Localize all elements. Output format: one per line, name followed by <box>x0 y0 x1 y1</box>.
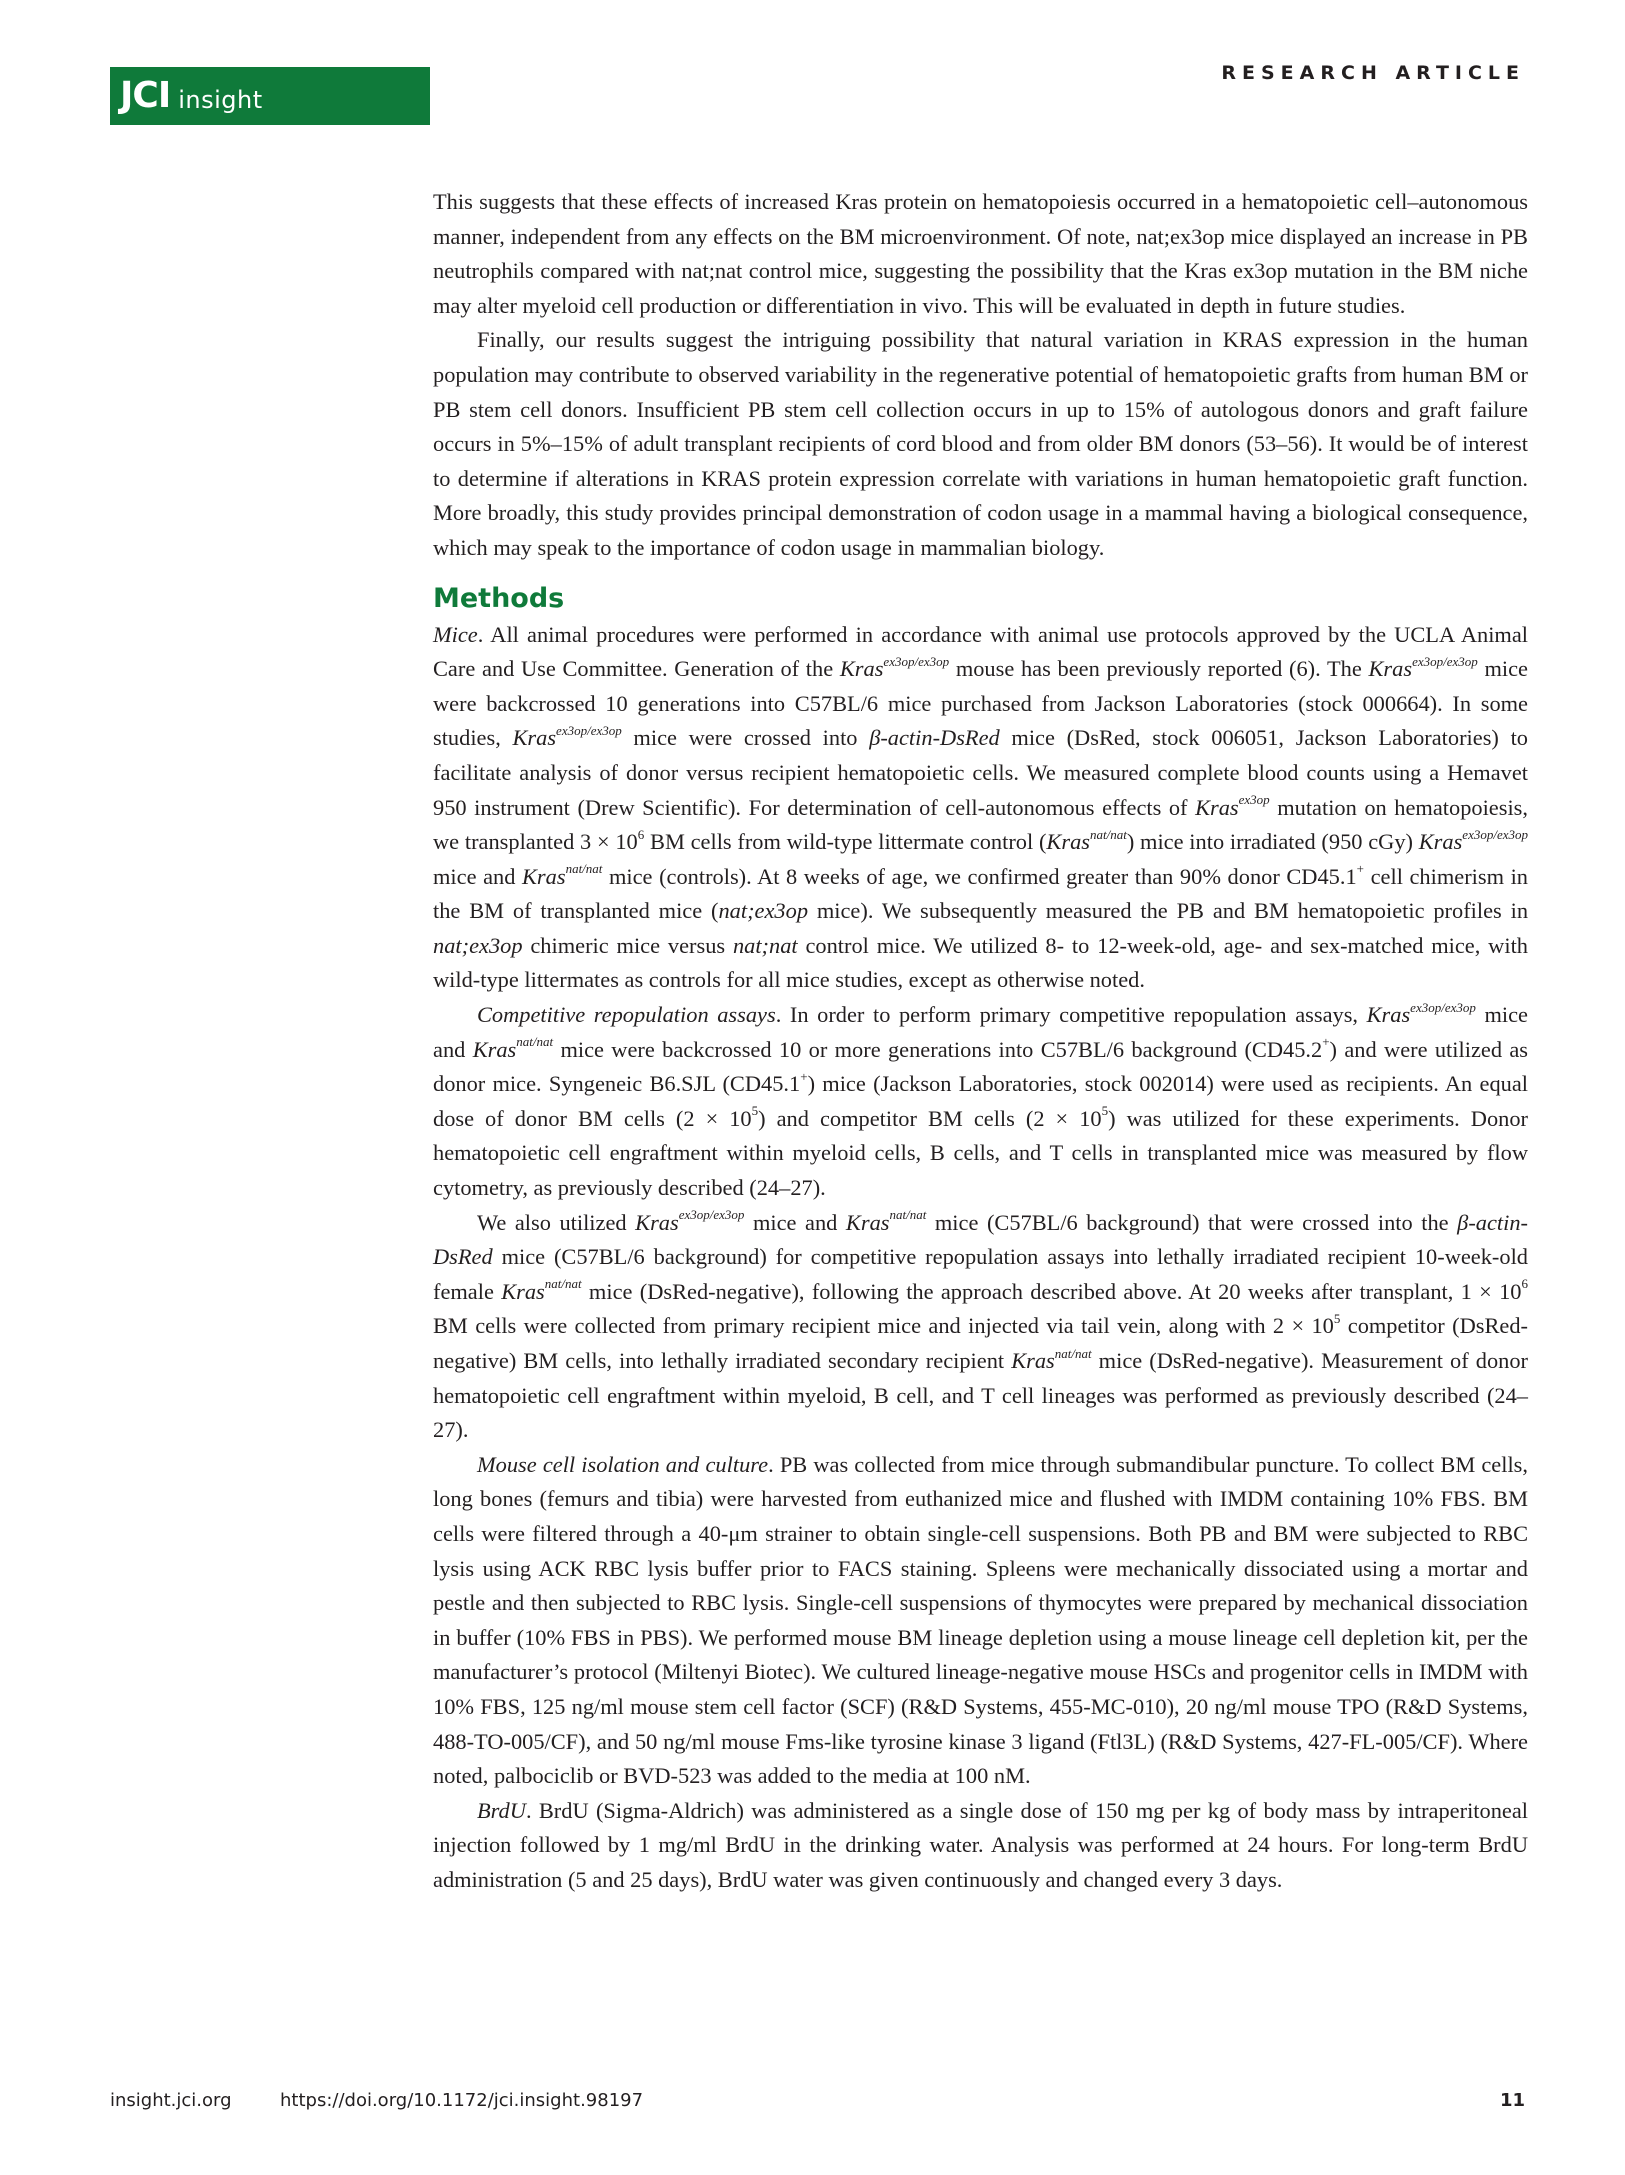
brdu-paragraph: BrdU. BrdU (Sigma-Aldrich) was administered as a single dose of 150 mg per kg of body mass by intraperitoneal injection followed by 1 mg/ml BrdU in the drinking water. Analysis was performed at 24 hours. For long-term BrdU administration (5 and 25 days), BrdU water was given continuously and changed every 3 days. <box>433 1797 1528 1892</box>
logo-insight-text: insight <box>178 86 263 114</box>
footer-site-link[interactable]: insight.jci.org <box>110 2090 232 2111</box>
run-in-heading: BrdU <box>477 1797 526 1823</box>
methods-heading: Methods <box>433 582 565 614</box>
secondary-transplant-paragraph: We also utilized Kras$^{ex3op/ex3op}$ mice and Kras$^{nat/nat}$ mice (C57BL/6 background) that were crossed into the β-actin-DsRed mice (C57BL/6 background) for competitive repopulation assays into lethally irradiated recipient 10-week-old female Kras$^{nat/nat}$ mice (DsRed-negative), following the approach described above. At 20 weeks after transplant, $1 \times 10^6$ BM cells were collected from primary recipient mice and injected via tail vein, along with $2 \times 10^5$ competitor (DsRed-negative) BM cells, into lethally irradiated secondary recipient Kras$^{nat/nat}$ mice (DsRed-negative). Measurement of donor hematopoietic cell engraftment within myeloid, B cell, and T cell lineages was performed as previously described (24–27). <box>433 1207 1529 1443</box>
finally-paragraph: Finally, our results suggest the intriguing possibility that natural variation in KRAS expression in the human population may contribute to observed variability in the regenerative potential of hematopoietic grafts from human BM or PB stem cell donors. Insufficient PB stem cell collection occurs in up to 15% of autologous donors and graft failure occurs in 5%–15% of adult transplant recipients of cord blood and from older BM donors (53–56). It would be of interest to determine if alterations in KRAS protein expression correlate with variations in human hematopoietic graft function. More broadly, this study provides principal demonstration of codon usage in a mammal having a biological consequence, which may speak to the importance of codon usage in mammalian biology. <box>433 327 1528 560</box>
article-body <box>433 185 1528 1898</box>
logo-jci-text: JCI <box>120 75 171 116</box>
page-number: 11 <box>1499 2090 1525 2111</box>
run-in-heading: Mouse cell isolation and culture <box>477 1451 769 1477</box>
run-in-heading: Competitive repopulation assays <box>477 1002 776 1028</box>
run-in-heading: Mice <box>433 621 478 647</box>
journal-logo <box>110 67 430 125</box>
cell-culture-paragraph: Mouse cell isolation and culture. PB was collected from mice through submandibular puncture. To collect BM cells, long bones (femurs and tibia) were harvested from euthanized mice and flushed with IMDM containing 10% FBS. BM cells were filtered through a 40-μm strainer to obtain single-cell suspensions. Both PB and BM were subjected to RBC lysis using ACK RBC lysis buffer prior to FACS staining. Spleens were mechanically dissociated using a mortar and pestle and then subjected to RBC lysis. Single-cell suspensions of thymocytes were prepared by mechanical dissociation in buffer (10% FBS in PBS). We performed mouse BM lineage depletion using a mouse lineage cell depletion kit, per the manufacturer’s protocol (Miltenyi Biotec). We cultured lineage-negative mouse HSCs and progenitor cells in IMDM with 10% FBS, 125 ng/ml mouse stem cell factor (SCF) (R&D Systems, 455-MC-010), 20 ng/ml mouse TPO (R&D Systems, 488-TO-005/CF), and 50 ng/ml mouse Fms-like tyrosine kinase 3 ligand (Ftl3L) (R&D Systems, 427-FL-005/CF). Where noted, palbociclib or BVD-523 was added to the media at 100 nM. <box>433 1451 1528 1789</box>
continued-paragraph: This suggests that these effects of increased Kras protein on hematopoiesis occurred in a hematopoietic cell–autonomous manner, independent from any effects on the BM microenvironment. Of note, nat;ex3op mice displayed an increase in PB neutrophils compared with nat;nat control mice, suggesting the possibility that the Kras ex3op mutation in the BM niche may alter myeloid cell production or differentiation in vivo. This will be evaluated in depth in future studies. <box>433 189 1528 318</box>
competitive-paragraph: Competitive repopulation assays. In order to perform primary competitive repopulation assays, Kras$^{ex3op/ex3op}$ mice and Kras$^{nat/nat}$ mice were backcrossed 10 or more generations into C57BL/6 background (CD45.2+) and were utilized as donor mice. Syngeneic B6.SJL (CD45.1+) mice (Jackson Laboratories, stock 002014) were used as recipients. An equal dose of donor BM cells $(2 \times 10^5)$ and competitor BM cells $(2 \times 10^5)$ was utilized for these experiments. Donor hematopoietic cell engraftment within myeloid cells, B cells, and T cells in transplanted mice was measured by flow cytometry, as previously described (24–27). <box>433 999 1529 1201</box>
mice-paragraph: Mice. All animal procedures were performed in accordance with animal use protocols approved by the UCLA Animal Care and Use Committee. Generation of the Kras$^{ex3op/ex3op}$ mouse has been previously reported (6). The Kras$^{ex3op/ex3op}$ mice were backcrossed 10 generations into C57BL/6 mice purchased from Jackson Laboratories (stock 000664). In some studies, Kras$^{ex3op/ex3op}$ mice were crossed into β-actin-DsRed mice (DsRed, stock 006051, Jackson Laboratories) to facilitate analysis of donor versus recipient hematopoietic cells. We measured complete blood counts using a Hemavet 950 instrument (Drew Scientific). For determination of cell-autonomous effects of Kras$^{ex3op}$ mutation on hematopoiesis, we transplanted $3 \times 10^6$ BM cells from wild-type littermate control (Kras$^{nat/nat}$) mice into irradiated (950 cGy) Kras$^{ex3op/ex3op}$ mice and Kras$^{nat/nat}$ mice (controls). At 8 weeks of age, we confirmed greater than 90% donor CD45.1+ cell chimerism in the BM of transplanted mice (nat;ex3op mice). We subsequently measured the PB and BM hematopoietic profiles in nat;ex3op chimeric mice versus nat;nat control mice. We utilized 8- to 12-week-old, age- and sex-matched mice, with wild-type littermates as controls for all mice studies, except as otherwise noted. <box>433 621 1529 993</box>
running-head: RESEARCH ARTICLE <box>1221 62 1525 84</box>
footer-doi-link[interactable]: https://doi.org/10.1172/jci.insight.98197 <box>280 2090 644 2111</box>
